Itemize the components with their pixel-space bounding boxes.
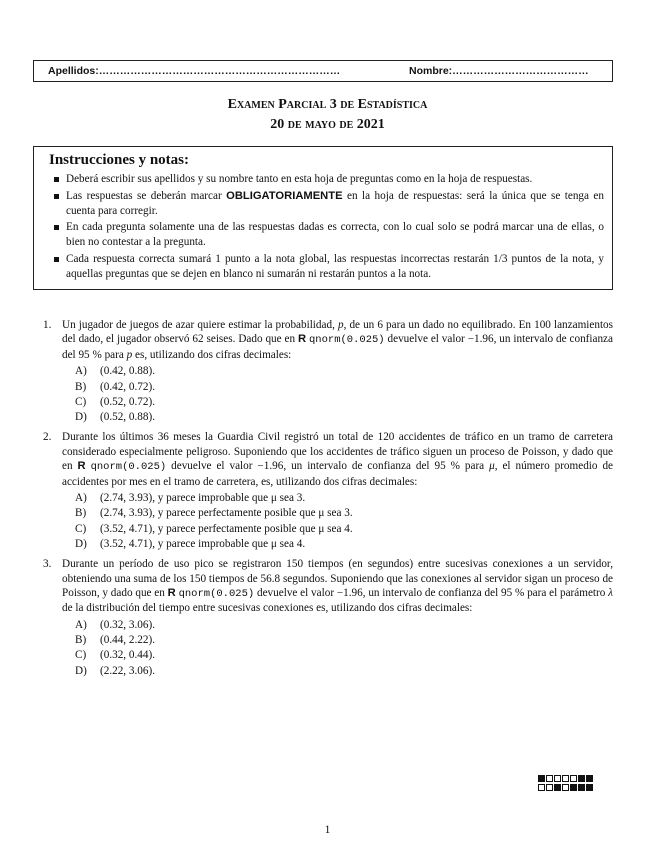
- code-snippet: qnorm(0.025): [90, 461, 167, 474]
- option-a: A) (0.42, 0.88).: [75, 365, 155, 378]
- question-2: 2. Durante los últimos 36 meses la Guardia Civil registró un total de 120 accidentes de tráfico en un tramo de carretera considerado especialmente peligroso. Suponiendo que los accidentes de tráfico siguen un proceso de Poisson, y dado que en R qnorm(0.025) devuelve el valor −1.96, un intervalo de confianza del 95 % para μ, el número promedio de accidentes por mes en el tramo de carretera, es, utilizando dos cifras decimales: A) (2.74, 3.93), y parece improbable que μ sea 3. B) (2.74, 3.93), y parece perfectamente posible que μ sea 3. C) (3.52, 4.71), y parece perfectamente posible que μ sea 4. D) (3.52, 4.71), y parece improbable que μ sea 4.: [43, 430, 613, 552]
- marker-cell: [586, 784, 593, 791]
- option-d: D) (2.22, 3.06).: [75, 664, 155, 677]
- option-b: B) (2.74, 3.93), y parece perfectamente posible que μ sea 3.: [75, 507, 353, 520]
- name-box: [33, 60, 613, 82]
- marker-cell: [578, 784, 585, 791]
- question-number: 3.: [43, 558, 52, 571]
- marker-cell: [538, 775, 545, 782]
- page-number: 1: [324, 824, 331, 836]
- instructions-heading: Instrucciones y notas:: [49, 152, 190, 168]
- marker-cell: [546, 784, 553, 791]
- marker-cell: [538, 784, 545, 791]
- instructions-list: [49, 172, 604, 282]
- options-list: [62, 364, 613, 425]
- marker-cell: [578, 775, 585, 782]
- option-a: A) (0.32, 3.06).: [75, 618, 155, 631]
- marker-cell: [586, 775, 593, 782]
- question-number: 1.: [43, 319, 52, 331]
- marker-cell: [554, 784, 561, 791]
- nombre-label: Nombre:…………………………………: [409, 65, 589, 77]
- apellidos-label: Apellidos:……………………………………………………………: [48, 65, 341, 77]
- options-list: [62, 491, 613, 552]
- option-c: C) (3.52, 4.71), y parece perfectamente posible que μ sea 4.: [75, 522, 353, 535]
- question-3: 3. Durante un período de uso pico se registraron 150 tiempos (en segundos) entre sucesivas conexiones a un servidor, obteniendo una suma de los 150 tiempos de 56.8 segundos. Suponiendo que las conexiones al servidor sigan un proceso de Poisson, y dado que en R qnorm(0.025) devuelve el valor −1.96, un intervalo de confianza del 95 % para el parámetro λ de la distribución del tiempo entre sucesivas conexiones es, utilizando dos cifras decimales: A) (0.32, 3.06). B) (0.44, 2.22). C) (0.32, 0.44). D) (2.22, 3.06).: [43, 557, 613, 679]
- option-d: D) (3.52, 4.71), y parece improbable que μ sea 4.: [75, 537, 306, 550]
- question-number: 2.: [43, 431, 52, 444]
- obligatorio-emphasis: OBLIGATORIAMENTE: [226, 189, 343, 202]
- marker-cell: [562, 775, 569, 782]
- marker-cell: [562, 784, 569, 791]
- option-c: C) (0.52, 0.72).: [75, 395, 155, 408]
- instruction-item: Cada respuesta correcta sumará 1 punto a la nota global, las respuestas incorrectas restarán 1/3 puntos de la nota, y aquellas preguntas que se dejen en blanco ni sumarán ni restarán puntos a la nota.: [66, 252, 604, 280]
- option-a: A) (2.74, 3.93), y parece improbable que μ sea 3.: [75, 492, 306, 505]
- marker-cell: [554, 775, 561, 782]
- instruction-item: Las respuestas se deberán marcar OBLIGATORIAMENTE en la hoja de respuestas: será la única que se tenga en cuenta para corregir.: [66, 189, 604, 217]
- r-logo: R: [167, 587, 176, 600]
- r-logo: R: [297, 333, 307, 346]
- code-snippet: qnorm(0.025): [309, 334, 385, 347]
- instructions-box: [33, 146, 613, 290]
- option-c: C) (0.32, 0.44).: [75, 649, 155, 662]
- option-b: B) (0.44, 2.22).: [75, 634, 155, 647]
- exam-title: Examen Parcial 3 de Estadística: [227, 97, 428, 112]
- option-b: B) (0.42, 0.72).: [75, 380, 155, 393]
- questions-list: [43, 318, 613, 684]
- exam-date: 20 de mayo de 2021: [270, 117, 385, 132]
- r-logo: R: [77, 460, 86, 473]
- marker-cell: [570, 775, 577, 782]
- instruction-item: Deberá escribir sus apellidos y su nombre tanto en esta hoja de preguntas como en la hoja de respuestas.: [66, 172, 604, 187]
- options-list: [62, 618, 613, 679]
- question-1: 1. Un jugador de juegos de azar quiere estimar la probabilidad, p, de un 6 para un dado no equilibrado. En 100 lanzamientos del dado, el jugador observó 62 seises. Dado que en R qnorm(0.025) devuelve el valor −1.96, un intervalo de confianza del 95 % para p es, utilizando dos cifras decimales: A) (0.42, 0.88). B) (0.42, 0.72). C) (0.52, 0.72). D) (0.52, 0.88).: [43, 318, 613, 425]
- exam-id-marker: [538, 775, 594, 793]
- marker-row: [538, 775, 594, 782]
- marker-row: [538, 784, 594, 791]
- marker-cell: [570, 784, 577, 791]
- instruction-item: En cada pregunta solamente una de las respuestas dadas es correcta, con lo cual solo se podrá marcar una de ellas, o bien no contestar a la pregunta.: [66, 221, 604, 248]
- marker-cell: [546, 775, 553, 782]
- code-snippet: qnorm(0.025): [178, 588, 255, 601]
- option-d: D) (0.52, 0.88).: [75, 411, 155, 424]
